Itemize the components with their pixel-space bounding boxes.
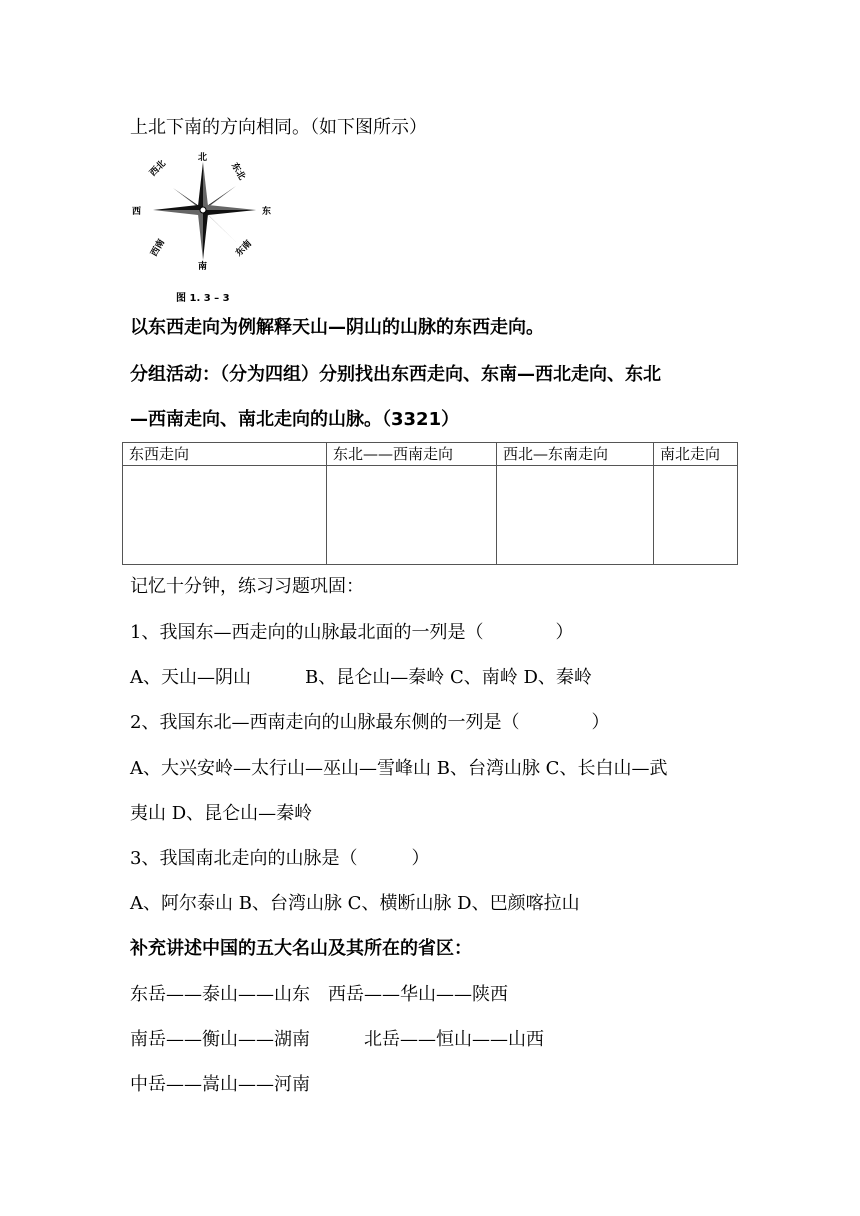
compass-north-label: 北 [198, 153, 208, 163]
table-cell [654, 466, 738, 565]
compass-rose-icon [128, 148, 288, 283]
question-1: 1、我国东—西走向的山脉最北面的一列是（ ） [130, 622, 574, 643]
question-2-options-line-2: 夷山 D、昆仑山—秦岭 [130, 803, 313, 824]
table-header-cell: 东北——西南走向 [327, 443, 497, 466]
question-2-options-line-1: A、大兴安岭—太行山—巫山—雪峰山 B、台湾山脉 C、长白山—武 [130, 758, 668, 779]
compass-rose-figure [128, 148, 288, 308]
question-2: 2、我国东北—西南走向的山脉最东侧的一列是（ ） [130, 712, 610, 733]
table-header-row [123, 443, 738, 466]
heading-example: 以东西走向为例解释天山—阴山的山脉的东西走向。 [130, 317, 544, 338]
table-row [123, 466, 738, 565]
table-header-cell: 南北走向 [654, 443, 738, 466]
question-3: 3、我国南北走向的山脉是（ ） [130, 848, 430, 869]
intro-text: 上北下南的方向相同。（如下图所示） [130, 117, 427, 138]
table-cell [497, 466, 654, 565]
compass-southwest-label: 西南 [149, 237, 168, 259]
mountain-direction-table [122, 442, 738, 565]
figure-caption: 图 1. 3 – 3 [176, 293, 230, 304]
group-activity-line-1: 分组活动：（分为四组）分别找出东西走向、东南—西北走向、东北 [130, 364, 661, 385]
mountains-line-3: 中岳——嵩山——河南 [130, 1074, 310, 1095]
compass-southeast-label: 东南 [234, 238, 255, 259]
table-cell [327, 466, 497, 565]
mountains-line-1: 东岳——泰山——山东 西岳——华山——陕西 [130, 984, 508, 1005]
table-cell [123, 466, 327, 565]
compass-east-label: 东 [262, 207, 272, 217]
memory-practice-line: 记忆十分钟，练习习题巩固： [130, 576, 364, 597]
table-header-cell: 西北—东南走向 [497, 443, 654, 466]
table-header-cell: 东西走向 [123, 443, 327, 466]
compass-south-label: 南 [198, 262, 208, 272]
heading-five-mountains: 补充讲述中国的五大名山及其所在的省区： [130, 938, 472, 959]
question-1-options: A、天山—阴山 B、昆仑山—秦岭 C、南岭 D、秦岭 [130, 667, 592, 688]
group-activity-line-2: —西南走向、南北走向的山脉。（3321） [130, 409, 460, 430]
mountains-line-2: 南岳——衡山——湖南 北岳——恒山——山西 [130, 1029, 544, 1050]
compass-northeast-label: 东北 [228, 161, 247, 182]
compass-west-label: 西 [132, 207, 142, 217]
compass-northwest-label: 西北 [148, 158, 169, 179]
question-3-options: A、阿尔泰山 B、台湾山脉 C、横断山脉 D、巴颜喀拉山 [130, 893, 580, 914]
